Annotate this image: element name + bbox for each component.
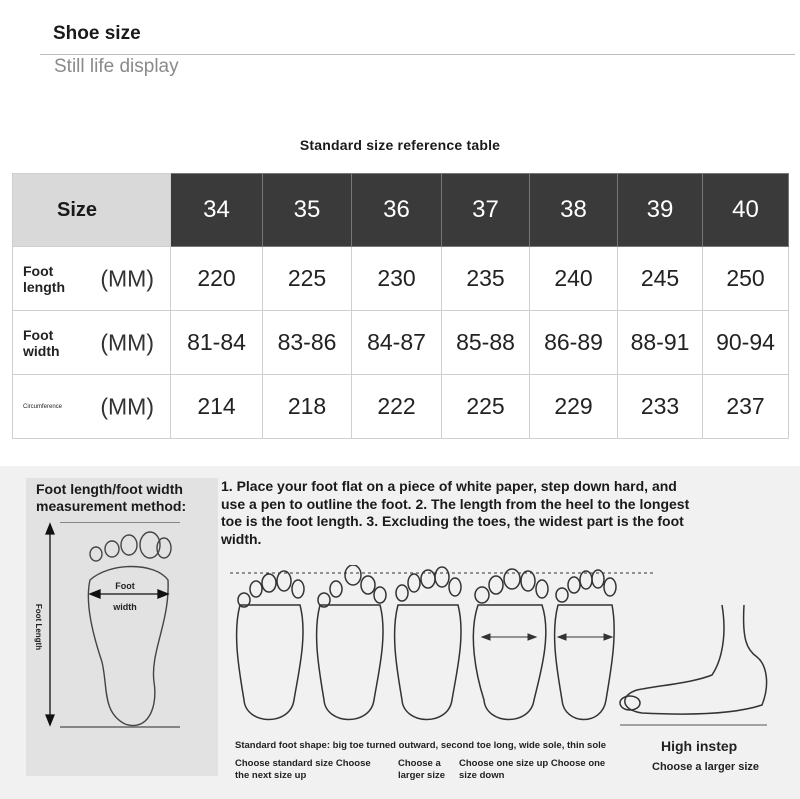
table-cell: 81-84	[171, 311, 263, 375]
row-label: Foot width	[23, 326, 60, 359]
table-cell: 85-88	[442, 311, 530, 375]
row-unit: (MM)	[100, 393, 154, 419]
table-cell: 86-89	[530, 311, 618, 375]
method-title: Foot length/foot width measurement method:	[36, 481, 187, 514]
table-cell: 222	[352, 375, 442, 439]
foot-shape-illustrations	[222, 565, 782, 735]
table-cell: 250	[703, 247, 789, 311]
row-label-cell	[13, 311, 171, 375]
table-cell: 90-94	[703, 311, 789, 375]
row-unit: (MM)	[100, 329, 154, 355]
foot-length-label: Foot Length	[34, 603, 43, 651]
size-header-cell: 40	[703, 174, 789, 247]
foot-shape-4	[473, 569, 548, 720]
foot-width-label-line1: Foot	[115, 581, 135, 591]
table-cell: 245	[618, 247, 703, 311]
size-header-cell: 35	[263, 174, 352, 247]
caption-standard-foot-shape: Standard foot shape: big toe turned outward, second toe long, wide sole, thin sole	[235, 740, 607, 751]
size-header-cell: 38	[530, 174, 618, 247]
caption-choose-standard: Choose standard size Choose the next size up	[235, 758, 371, 781]
size-corner-label: Size	[13, 174, 171, 247]
header-divider	[40, 54, 795, 55]
size-reference-table	[12, 173, 789, 439]
high-instep-illustration	[620, 605, 767, 725]
foot-shape-1	[237, 571, 304, 720]
table-cell: 237	[703, 375, 789, 439]
foot-outline-illustration	[30, 522, 210, 737]
row-label-cell	[13, 375, 171, 439]
table-cell: 225	[263, 247, 352, 311]
foot-shape-2	[317, 565, 386, 720]
table-cell: 235	[442, 247, 530, 311]
size-header-cell: 37	[442, 174, 530, 247]
table-cell: 230	[352, 247, 442, 311]
table-cell: 225	[442, 375, 530, 439]
caption-choose-larger: Choose a larger size	[398, 758, 445, 781]
table-cell: 233	[618, 375, 703, 439]
table-row-foot-length	[13, 247, 789, 311]
header-title: Shoe size	[53, 23, 141, 44]
foot-shape-3	[395, 567, 461, 720]
size-header-cell: 36	[352, 174, 442, 247]
caption-choose-one-up: Choose one size up Choose one size down	[459, 758, 606, 781]
size-header-cell: 34	[171, 174, 263, 247]
table-cell: 83-86	[263, 311, 352, 375]
row-label-cell	[13, 247, 171, 311]
table-row-circumference	[13, 375, 789, 439]
table-cell: 229	[530, 375, 618, 439]
header-subtitle: Still life display	[54, 56, 179, 77]
table-title: Standard size reference table	[299, 137, 501, 153]
caption-high-instep-choose: Choose a larger size	[652, 761, 759, 773]
foot-shape-5	[555, 570, 616, 720]
size-header-row	[13, 174, 789, 247]
row-label: Foot length	[23, 262, 65, 295]
table-cell: 240	[530, 247, 618, 311]
table-row-foot-width	[13, 311, 789, 375]
table-cell: 88-91	[618, 311, 703, 375]
table-cell: 84-87	[352, 311, 442, 375]
foot-width-label-line2: width	[113, 602, 137, 612]
caption-high-instep: High instep	[661, 738, 738, 754]
table-cell: 214	[171, 375, 263, 439]
table-cell: 220	[171, 247, 263, 311]
row-label: Circumference	[23, 403, 63, 410]
table-cell: 218	[263, 375, 352, 439]
measurement-instructions: 1. Place your foot flat on a piece of white paper, step down hard, and use a pen to outline the foot. 2. The length from the heel to the longest toe is the foot length. 3. Excluding the toes, the widest part is the foot width.	[221, 478, 690, 547]
size-header-cell: 39	[618, 174, 703, 247]
row-unit: (MM)	[100, 265, 154, 291]
